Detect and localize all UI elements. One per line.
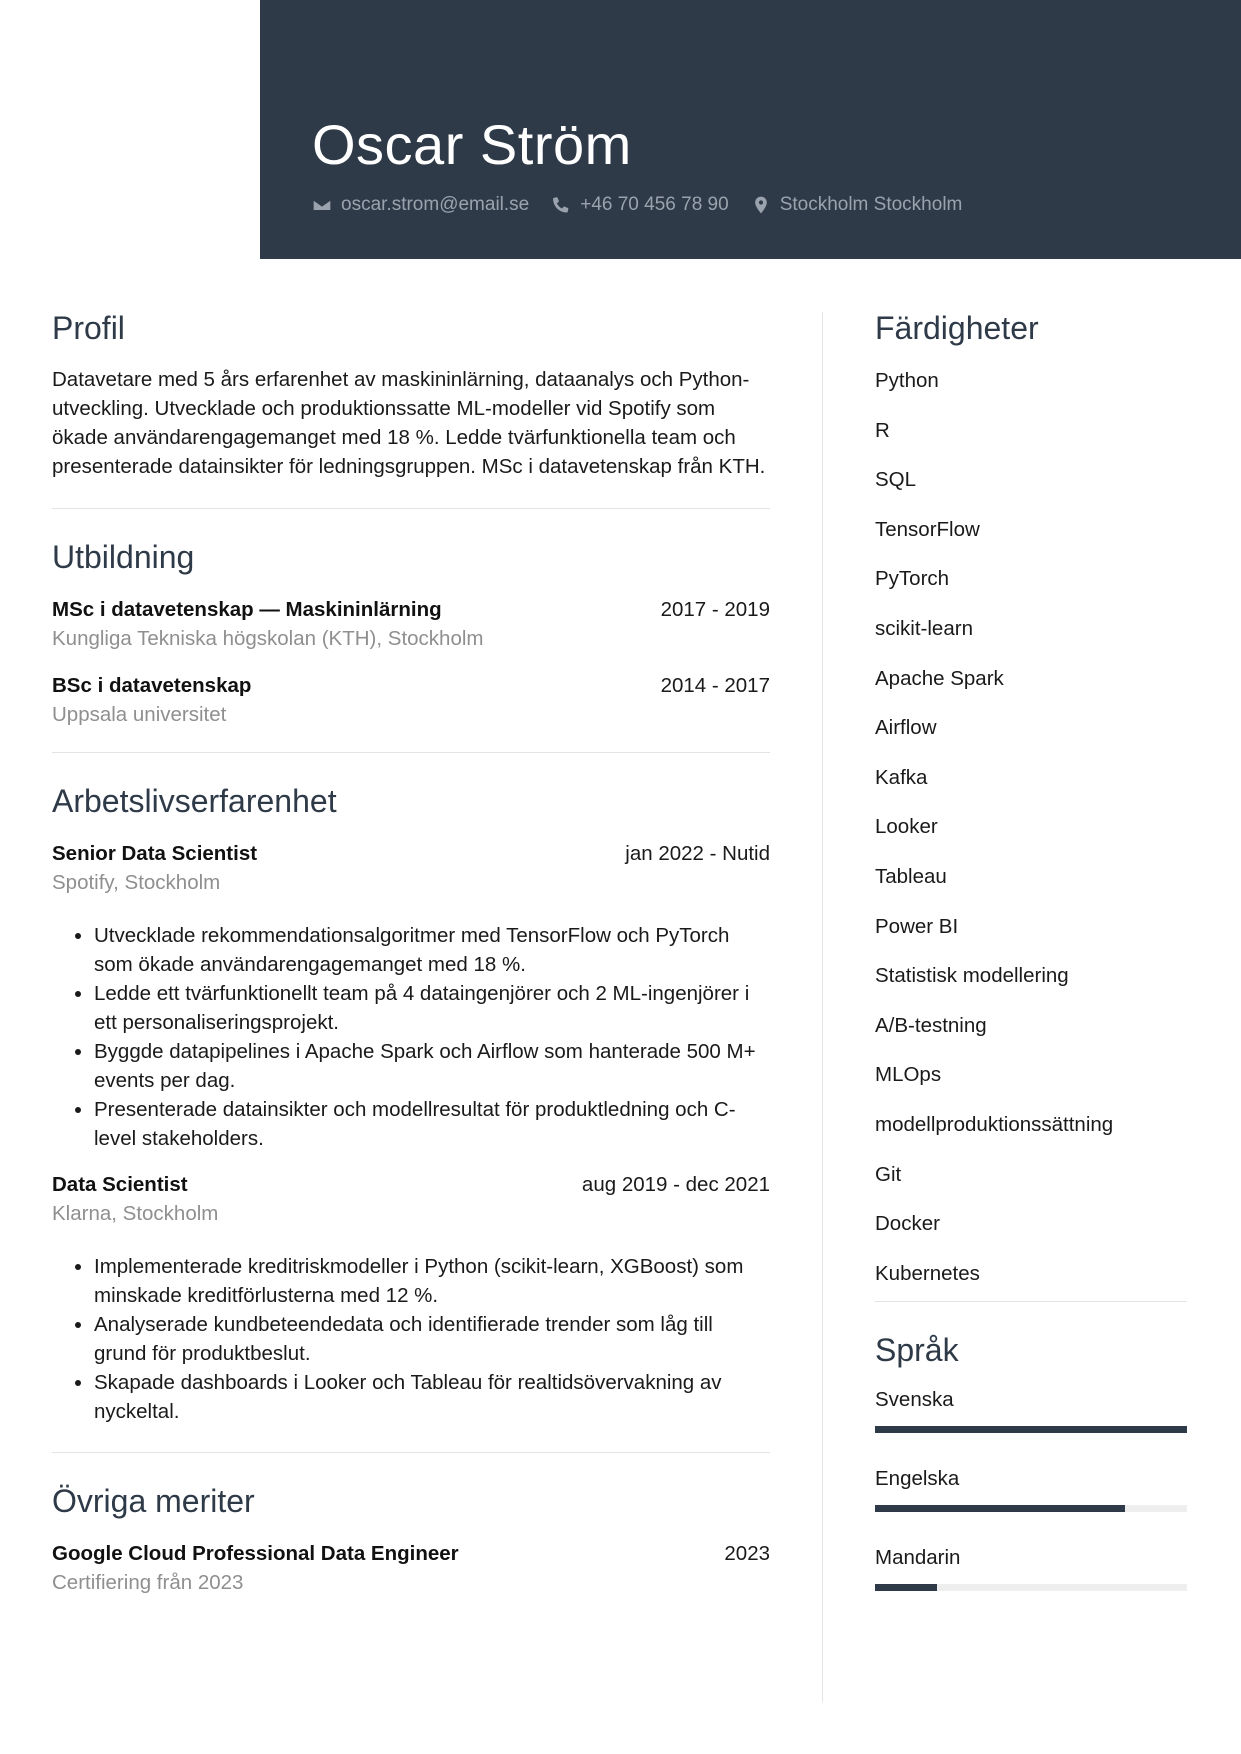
profile-text: Datavetare med 5 års erfarenhet av maskininlärning, dataanalys och Python-utveckling. Utvecklade och produktionssatte ML-modeller vid Spotify som ökade användarengagemanget med 18 %. Ledde tvärfunktionella team och presenterade datainsikter för ledningsgruppen. MSc i datavetenskap från KTH.: [52, 368, 766, 478]
candidate-name: Oscar Ström: [312, 113, 632, 176]
job-entry: [52, 1173, 770, 1426]
email-text: oscar.strom@email.se: [341, 194, 530, 215]
skill-item: Airflow: [875, 716, 937, 740]
skill-item: PyTorch: [875, 567, 950, 591]
skills-section: [875, 310, 1187, 1309]
degree-title: BSc i datavetenskap: [52, 674, 252, 697]
skill-item: TensorFlow: [875, 517, 980, 541]
job-title: Data Scientist: [52, 1173, 188, 1196]
merit-date: 2023: [724, 1542, 770, 1565]
contact-location: [751, 194, 963, 216]
envelope-icon: [312, 195, 332, 215]
job-entry: [52, 842, 770, 1153]
list-item: • Presenterade datainsikter och modellresultat för produktledning och C-level stakeholders.: [94, 1095, 770, 1153]
skill-item: Looker: [875, 815, 938, 839]
other-merits-section: [52, 1483, 770, 1595]
merit-sub: Certifiering från 2023: [52, 1571, 244, 1594]
languages-heading: Språk: [875, 1332, 959, 1369]
merit-title: Google Cloud Professional Data Engineer: [52, 1542, 459, 1565]
header-banner: [260, 0, 1241, 259]
experience-heading: Arbetslivserfarenhet: [52, 783, 337, 819]
skill-item: Power BI: [875, 914, 959, 938]
language-name: Engelska: [875, 1467, 960, 1491]
skill-item: Docker: [875, 1212, 940, 1236]
job-date: jan 2022 - Nutid: [625, 842, 770, 865]
skill-item: scikit-learn: [875, 616, 973, 640]
list-item: • Byggde datapipelines i Apache Spark och Airflow som hanterade 500 M+ events per dag.: [94, 1037, 770, 1095]
education-entry: [52, 598, 770, 651]
contact-row: [312, 194, 984, 216]
job-date: aug 2019 - dec 2021: [581, 1173, 770, 1196]
location-text: Stockholm Stockholm: [779, 194, 963, 215]
skills-list: [875, 367, 1187, 1309]
company-name: Klarna, Stockholm: [52, 1202, 219, 1225]
main-column: [52, 310, 770, 1595]
skill-item: MLOps: [875, 1063, 942, 1087]
education-entry: [52, 674, 770, 727]
other-merits-heading: Övriga meriter: [52, 1483, 255, 1519]
degree-title: MSc i datavetenskap — Maskininlärning: [52, 598, 442, 621]
list-item: • Implementerade kreditriskmodeller i Python (scikit-learn, XGBoost) som minskade kreditförlusterna med 12 %.: [94, 1252, 770, 1310]
profile-heading: Profil: [52, 310, 125, 346]
section-divider: [875, 1301, 1187, 1302]
school-name: Kungliga Tekniska högskolan (KTH), Stockholm: [52, 627, 484, 650]
skill-item: Apache Spark: [875, 666, 1004, 690]
sidebar-column: [875, 310, 1187, 1591]
company-name: Spotify, Stockholm: [52, 871, 221, 894]
language-item: [875, 1546, 1187, 1591]
skill-item: Python: [875, 369, 939, 392]
education-section: [52, 539, 770, 727]
phone-text: +46 70 456 78 90: [580, 194, 729, 215]
column-divider: [822, 312, 823, 1702]
language-level-bar: [875, 1584, 1187, 1591]
list-item: • Utvecklade rekommendationsalgoritmer med TensorFlow och PyTorch som ökade användarengagemanget med 18 %.: [94, 921, 770, 979]
phone-icon: [551, 195, 571, 215]
section-divider: [52, 508, 770, 509]
language-level-fill: [875, 1426, 1187, 1433]
skill-item: R: [875, 418, 890, 442]
language-level-bar: [875, 1505, 1187, 1512]
skill-item: Git: [875, 1162, 902, 1186]
degree-date: 2014 - 2017: [660, 674, 770, 697]
language-name: Svenska: [875, 1388, 954, 1412]
language-item: [875, 1388, 1187, 1433]
job-bullets: [52, 1252, 770, 1426]
skill-item: modellproduktionssättning: [875, 1112, 1114, 1136]
contact-phone[interactable]: [551, 194, 728, 216]
language-level-fill: [875, 1505, 1125, 1512]
section-divider: [52, 752, 770, 753]
section-divider: [52, 1452, 770, 1453]
merit-entry: [52, 1542, 770, 1595]
skill-item: Tableau: [875, 864, 947, 888]
degree-date: 2017 - 2019: [660, 598, 770, 621]
skill-item: SQL: [875, 468, 917, 492]
languages-section: [875, 1332, 1187, 1591]
education-heading: Utbildning: [52, 539, 195, 575]
language-item: [875, 1467, 1187, 1512]
language-level-fill: [875, 1584, 937, 1591]
profile-section: [52, 310, 770, 481]
job-bullets: [52, 921, 770, 1153]
contact-email[interactable]: [312, 194, 529, 216]
list-item: • Analyserade kundbeteendedata och identifierade trender som låg till grund för produktbeslut.: [94, 1310, 770, 1368]
experience-section: [52, 783, 770, 1426]
skills-heading: Färdigheter: [875, 310, 1039, 346]
map-pin-icon: [751, 195, 771, 215]
school-name: Uppsala universitet: [52, 703, 227, 726]
skill-item: Kafka: [875, 765, 928, 789]
language-level-bar: [875, 1426, 1187, 1433]
list-item: • Ledde ett tvärfunktionellt team på 4 dataingenjörer och 2 ML-ingenjörer i ett personaliseringsprojekt.: [94, 979, 770, 1037]
job-title: Senior Data Scientist: [52, 842, 258, 865]
list-item: • Skapade dashboards i Looker och Tableau för realtidsövervakning av nyckeltal.: [94, 1368, 770, 1426]
skill-item: Statistisk modellering: [875, 964, 1069, 988]
skill-item: A/B-testning: [875, 1013, 987, 1037]
skill-item: Kubernetes: [875, 1261, 980, 1285]
language-name: Mandarin: [875, 1546, 961, 1570]
